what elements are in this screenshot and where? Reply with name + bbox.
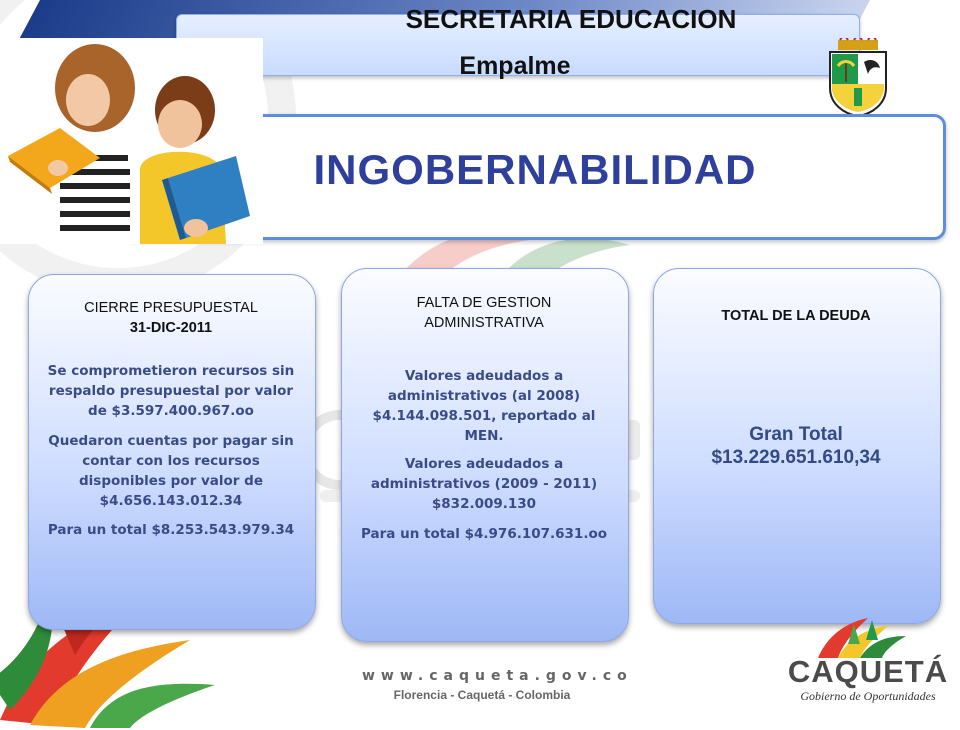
budget-closure-heading-line2: 31-DIC-2011 [129,320,213,336]
caqueta-logo-icon [808,614,908,658]
budget-closure-total: Para un total $8.253.543.979.34 [47,522,295,538]
coat-of-arms-icon [824,38,892,118]
grand-total-label: Gran Total [749,424,843,445]
administrative-debt-2008: Valores adeudados a administrativos (al 2008) $4.144.098.501, reportado al MEN. [372,368,596,444]
banner-title: INGOBERNABILIDAD [313,146,757,193]
grand-total-value: $13.229.651.610,34 [711,447,881,468]
administrative-management-total: Para un total $4.976.107.631.oo [360,526,608,542]
administrative-debt-2009-2011: Valores adeudados a administrativos (2009 - 2011) $832.009.130 [370,456,598,512]
page-title: SECRETARIA EDUCACION [405,4,737,34]
caqueta-logo-tagline: Gobierno de Oportunidades [800,689,936,703]
budget-closure-paragraph-1: Se comprometieron recursos sin respaldo presupuestal por valor de $3.597.400.967.oo [47,363,295,419]
total-debt-heading: TOTAL DE LA DEUDA [721,308,871,324]
budget-closure-heading-line1: CIERRE PRESUPUESTAL [84,300,258,316]
location-text: Florencia - Caquetá - Colombia [393,688,571,702]
page-subtitle: Empalme [459,52,571,80]
administrative-management-heading [353,293,615,333]
budget-closure-heading [40,298,302,338]
budget-closure-paragraph-2: Quedaron cuentas por pagar sin contar con los recursos disponibles por valor de $4.656.143.012.34 [48,433,294,509]
children-reading-photo [0,38,263,244]
administrative-management-heading-line2: ADMINISTRATIVA [424,315,544,331]
caqueta-logo-text: CAQUETÁ [787,654,949,689]
administrative-management-heading-line1: FALTA DE GESTION [416,295,552,311]
website-url: www.caqueta.gov.co [362,668,633,684]
